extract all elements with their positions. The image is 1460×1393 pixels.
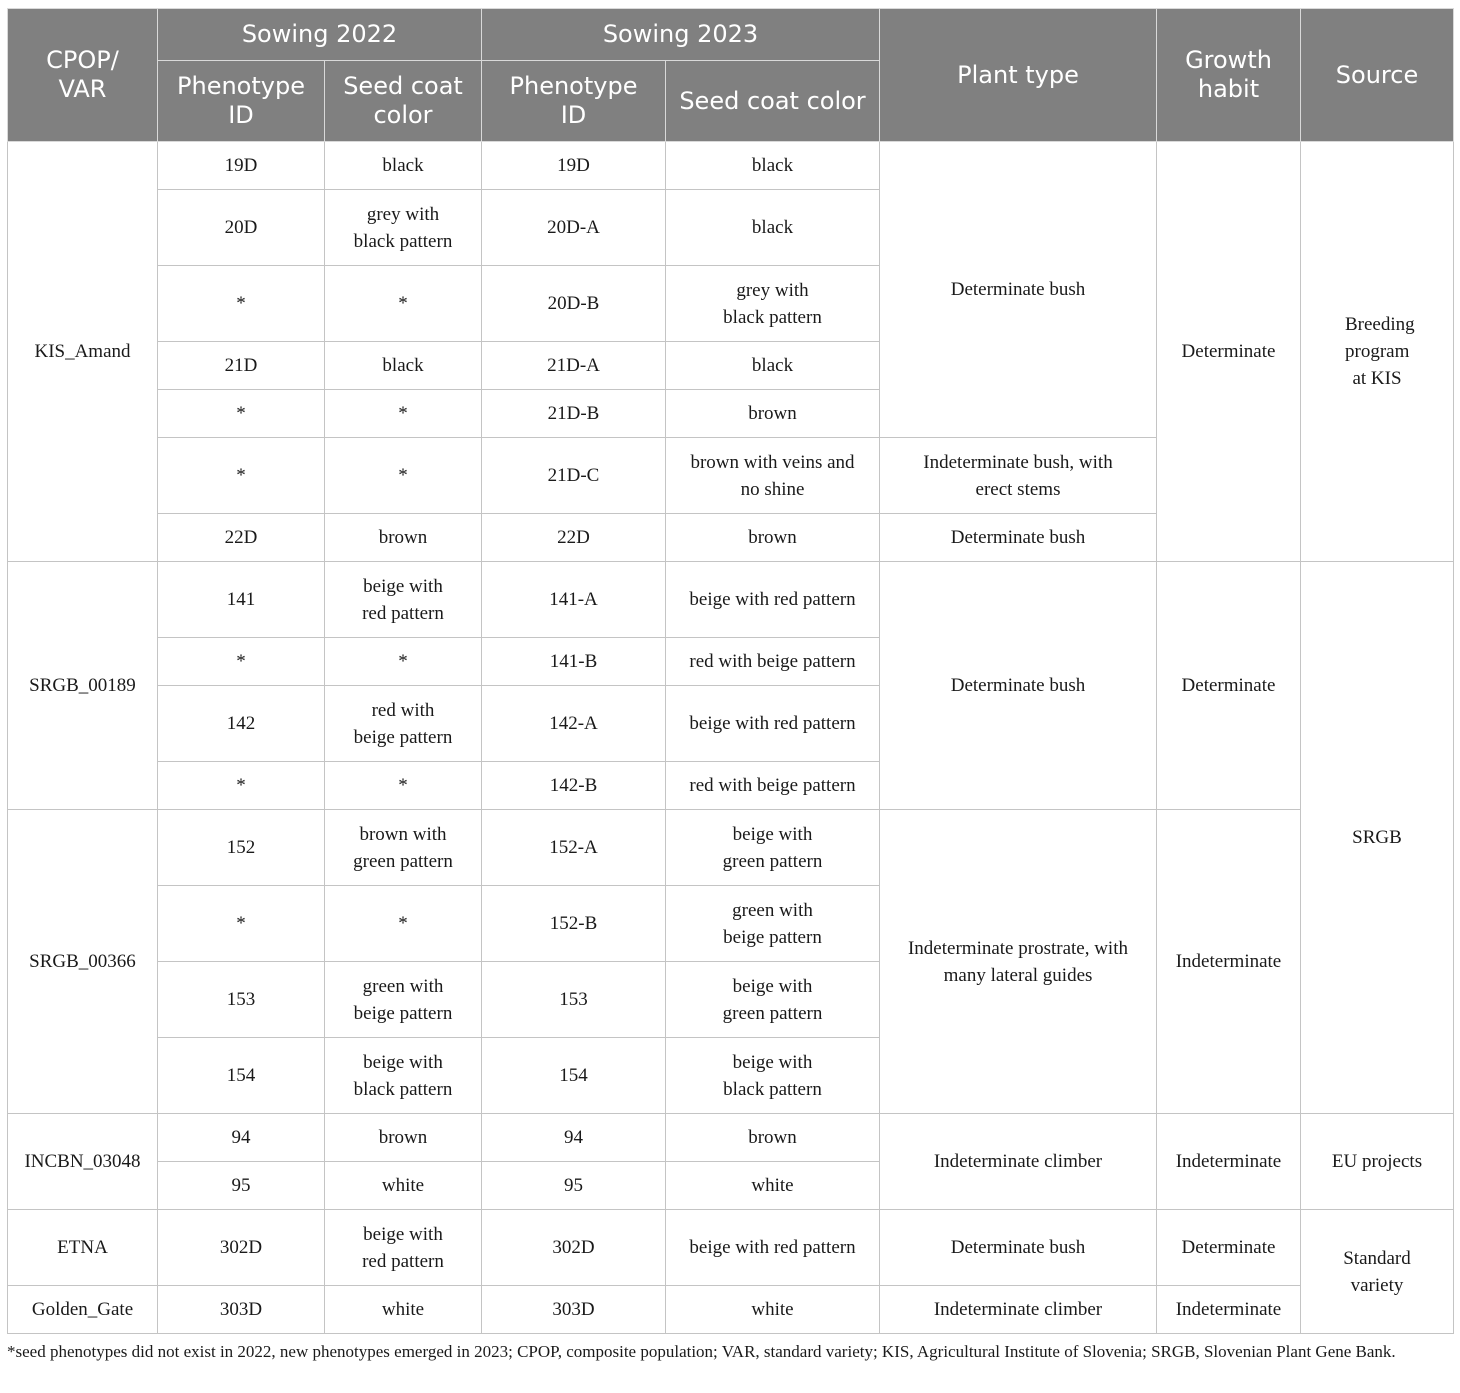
seed-coat-color-2022: beige with black pattern [325, 1038, 482, 1114]
seed-coat-color-2023: white [666, 1162, 880, 1210]
table-row [8, 1286, 1454, 1334]
growth-habit-cell: Indeterminate [1157, 1114, 1301, 1210]
seed-coat-color-2023: beige with green pattern [666, 810, 880, 886]
phenotype-id-2023: 20D-A [482, 190, 666, 266]
cpop-var-cell: SRGB_00366 [8, 810, 158, 1114]
growth-habit-cell: Determinate [1157, 562, 1301, 810]
seed-coat-color-2023: red with beige pattern [666, 638, 880, 686]
source-cell: SRGB [1301, 562, 1454, 1114]
table-row [8, 142, 1454, 190]
table-row [8, 562, 1454, 638]
seed-coat-color-2023: black [666, 142, 880, 190]
seed-coat-color-2022: grey with black pattern [325, 190, 482, 266]
phenotype-id-2023: 22D [482, 514, 666, 562]
plant-type-cell: Indeterminate bush, with erect stems [880, 438, 1157, 514]
seed-coat-color-2023: red with beige pattern [666, 762, 880, 810]
seed-coat-color-2022: red with beige pattern [325, 686, 482, 762]
seed-coat-color-2023: brown [666, 1114, 880, 1162]
phenotype-id-2023: 21D-C [482, 438, 666, 514]
seed-coat-color-2023: brown [666, 390, 880, 438]
phenotype-table [7, 8, 1454, 1334]
phenotype-id-2022: 302D [158, 1210, 325, 1286]
phenotype-id-2023: 20D-B [482, 266, 666, 342]
growth-habit-cell: Determinate [1157, 142, 1301, 562]
header-sowing-2023: Sowing 2023 [482, 9, 880, 61]
seed-coat-color-2022: white [325, 1286, 482, 1334]
phenotype-id-2022: * [158, 438, 325, 514]
phenotype-id-2022: 303D [158, 1286, 325, 1334]
seed-coat-color-2022: brown with green pattern [325, 810, 482, 886]
plant-type-cell: Determinate bush [880, 142, 1157, 438]
phenotype-id-2023: 141-B [482, 638, 666, 686]
seed-coat-color-2022: black [325, 142, 482, 190]
table-row [8, 810, 1454, 886]
phenotype-id-2023: 21D-A [482, 342, 666, 390]
cpop-var-cell: ETNA [8, 1210, 158, 1286]
plant-type-cell: Determinate bush [880, 514, 1157, 562]
phenotype-id-2023: 142-A [482, 686, 666, 762]
phenotype-id-2022: 154 [158, 1038, 325, 1114]
header-seed-coat-color-2023: Seed coat color [666, 61, 880, 142]
seed-coat-color-2023: brown with veins and no shine [666, 438, 880, 514]
phenotype-id-2022: 141 [158, 562, 325, 638]
seed-coat-color-2022: * [325, 390, 482, 438]
seed-coat-color-2023: grey with black pattern [666, 266, 880, 342]
header-phenotype-id-2023: Phenotype ID [482, 61, 666, 142]
phenotype-id-2022: 153 [158, 962, 325, 1038]
header-cpop-var: CPOP/ VAR [8, 9, 158, 142]
seed-coat-color-2023: green with beige pattern [666, 886, 880, 962]
phenotype-id-2023: 154 [482, 1038, 666, 1114]
cpop-var-cell: Golden_Gate [8, 1286, 158, 1334]
table-row [8, 1114, 1454, 1162]
phenotype-id-2023: 303D [482, 1286, 666, 1334]
phenotype-id-2023: 142-B [482, 762, 666, 810]
phenotype-id-2023: 141-A [482, 562, 666, 638]
phenotype-id-2022: 22D [158, 514, 325, 562]
table-row [8, 1210, 1454, 1286]
header-source: Source [1301, 9, 1454, 142]
seed-coat-color-2023: beige with red pattern [666, 686, 880, 762]
plant-type-cell: Indeterminate prostrate, with many lateral guides [880, 810, 1157, 1114]
phenotype-id-2022: 94 [158, 1114, 325, 1162]
seed-coat-color-2023: beige with green pattern [666, 962, 880, 1038]
seed-coat-color-2022: * [325, 762, 482, 810]
phenotype-id-2022: 152 [158, 810, 325, 886]
header-seed-coat-color-2022: Seed coat color [325, 61, 482, 142]
header-row-1 [8, 9, 1454, 61]
seed-coat-color-2023: black [666, 342, 880, 390]
phenotype-id-2023: 19D [482, 142, 666, 190]
plant-type-cell: Determinate bush [880, 562, 1157, 810]
cpop-var-cell: KIS_Amand [8, 142, 158, 562]
phenotype-id-2023: 21D-B [482, 390, 666, 438]
seed-coat-color-2022: black [325, 342, 482, 390]
phenotype-id-2022: 142 [158, 686, 325, 762]
seed-coat-color-2022: * [325, 886, 482, 962]
seed-coat-color-2022: beige with red pattern [325, 1210, 482, 1286]
seed-coat-color-2022: * [325, 438, 482, 514]
phenotype-id-2022: 21D [158, 342, 325, 390]
source-cell: Breeding program at KIS [1301, 142, 1454, 562]
source-cell: EU projects [1301, 1114, 1454, 1210]
source-cell: Standard variety [1301, 1210, 1454, 1334]
phenotype-id-2022: 20D [158, 190, 325, 266]
plant-type-cell: Indeterminate climber [880, 1114, 1157, 1210]
phenotype-id-2022: * [158, 266, 325, 342]
seed-coat-color-2022: * [325, 638, 482, 686]
header-plant-type: Plant type [880, 9, 1157, 142]
seed-coat-color-2023: brown [666, 514, 880, 562]
plant-type-cell: Indeterminate climber [880, 1286, 1157, 1334]
header-growth-habit: Growth habit [1157, 9, 1301, 142]
seed-coat-color-2022: green with beige pattern [325, 962, 482, 1038]
seed-coat-color-2022: * [325, 266, 482, 342]
seed-coat-color-2022: brown [325, 514, 482, 562]
seed-coat-color-2023: black [666, 190, 880, 266]
growth-habit-cell: Determinate [1157, 1210, 1301, 1286]
seed-coat-color-2022: white [325, 1162, 482, 1210]
phenotype-id-2023: 153 [482, 962, 666, 1038]
seed-coat-color-2022: beige with red pattern [325, 562, 482, 638]
header-sowing-2022: Sowing 2022 [158, 9, 482, 61]
phenotype-id-2023: 94 [482, 1114, 666, 1162]
phenotype-id-2022: * [158, 762, 325, 810]
phenotype-id-2023: 95 [482, 1162, 666, 1210]
cpop-var-cell: SRGB_00189 [8, 562, 158, 810]
phenotype-id-2022: * [158, 390, 325, 438]
seed-coat-color-2022: brown [325, 1114, 482, 1162]
phenotype-id-2022: 19D [158, 142, 325, 190]
phenotype-id-2023: 302D [482, 1210, 666, 1286]
phenotype-id-2023: 152-B [482, 886, 666, 962]
phenotype-id-2022: * [158, 886, 325, 962]
table-footnote: *seed phenotypes did not exist in 2022, new phenotypes emerged in 2023; CPOP, composite population; VAR, standard variety; KIS, Agricultural Institute of Slovenia; SRGB, Slovenian Plant Gene Bank. [7, 1342, 1396, 1361]
seed-coat-color-2023: beige with black pattern [666, 1038, 880, 1114]
seed-coat-color-2023: beige with red pattern [666, 1210, 880, 1286]
phenotype-id-2022: 95 [158, 1162, 325, 1210]
cpop-var-cell: INCBN_03048 [8, 1114, 158, 1210]
plant-type-cell: Determinate bush [880, 1210, 1157, 1286]
header-phenotype-id-2022: Phenotype ID [158, 61, 325, 142]
growth-habit-cell: Indeterminate [1157, 1286, 1301, 1334]
phenotype-id-2022: * [158, 638, 325, 686]
seed-coat-color-2023: beige with red pattern [666, 562, 880, 638]
phenotype-id-2023: 152-A [482, 810, 666, 886]
growth-habit-cell: Indeterminate [1157, 810, 1301, 1114]
seed-coat-color-2023: white [666, 1286, 880, 1334]
